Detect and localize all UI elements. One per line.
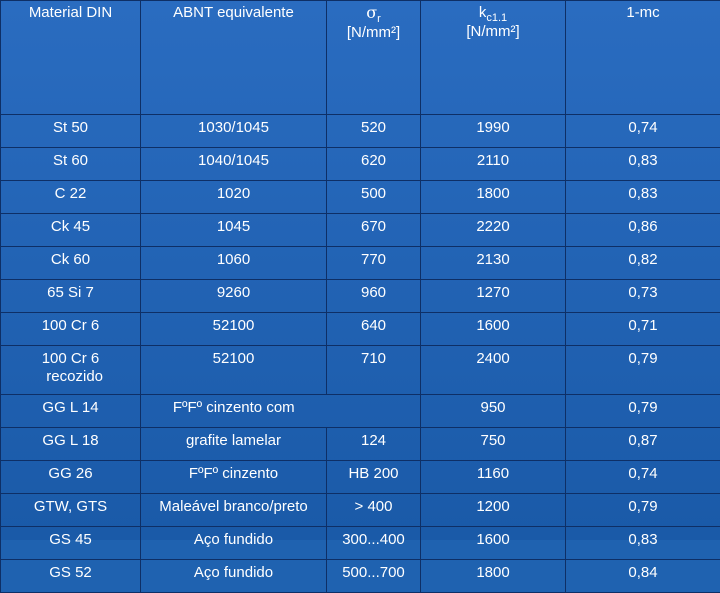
cell-sigma: 520 xyxy=(327,115,421,148)
header-kc xyxy=(421,1,566,115)
cell-abnt: 52100 xyxy=(141,346,327,395)
cell-abnt: 1045 xyxy=(141,214,327,247)
cell-sigma: 710 xyxy=(327,346,421,395)
cell-mc: 0,79 xyxy=(566,494,720,527)
cell-abnt: Maleável branco/preto xyxy=(141,494,327,527)
header-sigma xyxy=(327,1,421,115)
cell-kc: 2220 xyxy=(421,214,566,247)
cell-kc: 1990 xyxy=(421,115,566,148)
cell-sigma: 960 xyxy=(327,280,421,313)
sigma-unit: [N/mm²] xyxy=(347,24,400,41)
cell-material: GG L 18 xyxy=(1,428,141,461)
kc-subscript: c1.1 xyxy=(486,12,507,24)
cell-sigma: 640 xyxy=(327,313,421,346)
cell-kc: 1600 xyxy=(421,313,566,346)
table-row xyxy=(1,527,720,560)
cell-mc: 0,74 xyxy=(566,461,720,494)
sigma-symbol: σ xyxy=(366,3,377,22)
cell-material: GG 26 xyxy=(1,461,141,494)
cell-kc: 950 xyxy=(421,395,566,428)
cell-mc: 0,79 xyxy=(566,395,720,428)
cell-kc: 2110 xyxy=(421,148,566,181)
cell-sigma: 620 xyxy=(327,148,421,181)
cell-sigma: 300...400 xyxy=(327,527,421,560)
cell-sigma: 124 xyxy=(327,428,421,461)
cell-mc: 0,74 xyxy=(566,115,720,148)
header-row xyxy=(1,1,720,115)
cell-abnt: grafite lamelar xyxy=(141,428,327,461)
cell-mc: 0,71 xyxy=(566,313,720,346)
table-row xyxy=(1,560,720,593)
cell-kc: 2400 xyxy=(421,346,566,395)
table-row xyxy=(1,494,720,527)
kc-unit: [N/mm²] xyxy=(466,23,519,40)
table-row xyxy=(1,313,720,346)
table-row xyxy=(1,181,720,214)
cell-material: GG L 14 xyxy=(1,395,141,428)
cell-material: 65 Si 7 xyxy=(1,280,141,313)
table-row xyxy=(1,395,720,428)
cell-abnt: FºFº cinzento com xyxy=(141,395,327,428)
cell-material: St 50 xyxy=(1,115,141,148)
header-abnt: ABNT equivalente xyxy=(141,1,327,115)
table-row xyxy=(1,148,720,181)
cell-mc: 0,82 xyxy=(566,247,720,280)
cell-sigma: 500...700 xyxy=(327,560,421,593)
table-row xyxy=(1,461,720,494)
table-row xyxy=(1,346,720,395)
table-row xyxy=(1,280,720,313)
cell-mc: 0,83 xyxy=(566,181,720,214)
cell-material: GTW, GTS xyxy=(1,494,141,527)
cell-material: GS 45 xyxy=(1,527,141,560)
cell-material: GS 52 xyxy=(1,560,141,593)
table-row xyxy=(1,428,720,461)
header-mc: 1-mc xyxy=(566,1,720,115)
cell-mc: 0,84 xyxy=(566,560,720,593)
cell-sigma: HB 200 xyxy=(327,461,421,494)
cell-mc: 0,83 xyxy=(566,148,720,181)
cell-kc: 1160 xyxy=(421,461,566,494)
cell-abnt: 1040/1045 xyxy=(141,148,327,181)
cell-sigma: > 400 xyxy=(327,494,421,527)
cell-material: C 22 xyxy=(1,181,141,214)
cell-abnt: 1030/1045 xyxy=(141,115,327,148)
cell-sigma: 500 xyxy=(327,181,421,214)
cell-sigma xyxy=(327,395,421,428)
cell-kc: 1800 xyxy=(421,181,566,214)
cell-kc: 2130 xyxy=(421,247,566,280)
cell-mc: 0,79 xyxy=(566,346,720,395)
cell-sigma: 670 xyxy=(327,214,421,247)
cell-mc: 0,83 xyxy=(566,527,720,560)
cell-abnt: Aço fundido xyxy=(141,560,327,593)
header-material: Material DIN xyxy=(1,1,141,115)
cell-abnt: 1020 xyxy=(141,181,327,214)
cell-material: 100 Cr 6 xyxy=(1,313,141,346)
table-row xyxy=(1,115,720,148)
cell-abnt: 52100 xyxy=(141,313,327,346)
cell-material: 100 Cr 6 recozido xyxy=(1,346,141,395)
cell-abnt: FºFº cinzento xyxy=(141,461,327,494)
cell-abnt: 1060 xyxy=(141,247,327,280)
kc-symbol: k xyxy=(479,4,487,21)
cell-sigma: 770 xyxy=(327,247,421,280)
cell-kc: 1270 xyxy=(421,280,566,313)
cell-mc: 0,86 xyxy=(566,214,720,247)
cell-kc: 1600 xyxy=(421,527,566,560)
table-row xyxy=(1,214,720,247)
cell-abnt: Aço fundido xyxy=(141,527,327,560)
cell-kc: 1200 xyxy=(421,494,566,527)
cell-material: Ck 60 xyxy=(1,247,141,280)
cell-material: St 60 xyxy=(1,148,141,181)
cell-mc: 0,73 xyxy=(566,280,720,313)
cell-kc: 1800 xyxy=(421,560,566,593)
cell-abnt: 9260 xyxy=(141,280,327,313)
sigma-subscript: r xyxy=(377,13,381,25)
cell-material: Ck 45 xyxy=(1,214,141,247)
cell-mc: 0,87 xyxy=(566,428,720,461)
table-row xyxy=(1,247,720,280)
cell-kc: 750 xyxy=(421,428,566,461)
